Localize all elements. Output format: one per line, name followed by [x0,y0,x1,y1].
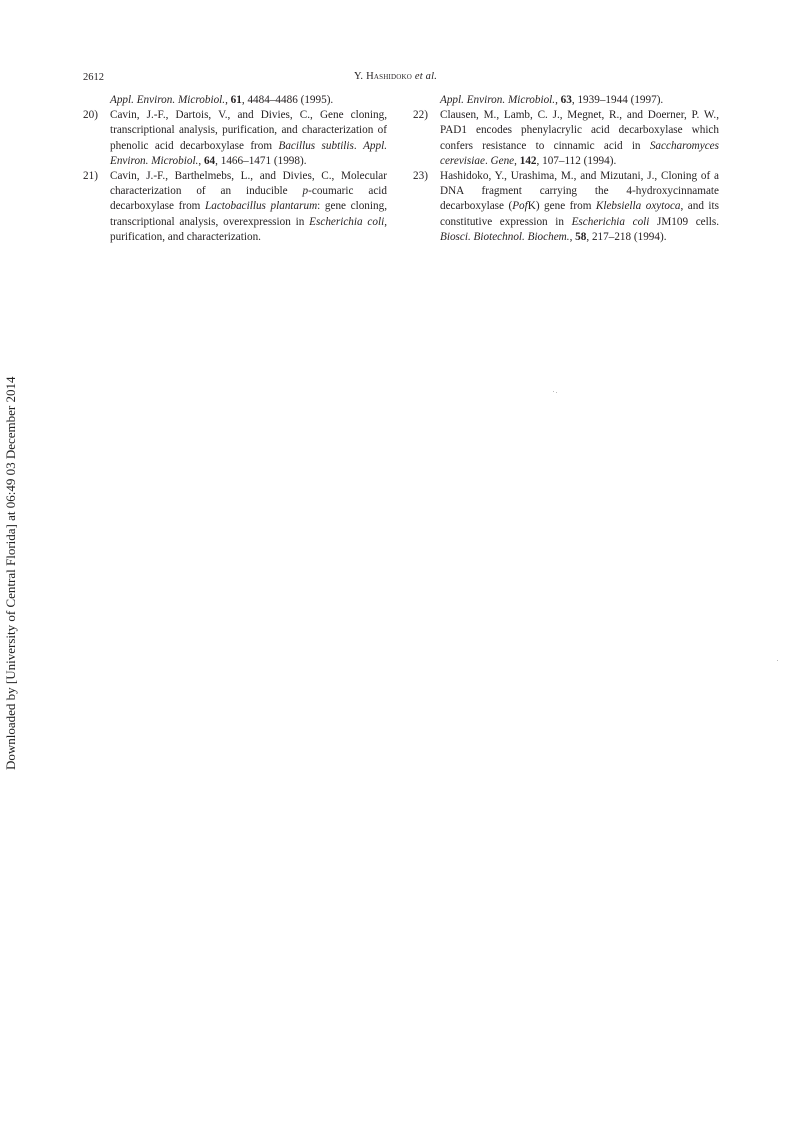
journal-name: Appl. Environ. Microbiol. [110,139,388,167]
volume-number: 142 [519,154,537,167]
separator: . [484,154,491,167]
pages-year: , 107–112 (1994). [536,154,617,167]
running-header-etal: et al. [412,71,438,82]
pages-year: , 4484–4486 (1995). [241,94,334,106]
running-header [354,71,437,82]
pages-year: , 217–218 (1994). [586,230,667,243]
separator: , [569,230,576,243]
scan-speck [556,392,557,393]
journal-name: Appl. Environ. Microbiol. [440,94,556,106]
italic-prefix: p [302,185,309,198]
page-number: 2612 [83,72,104,83]
species-name: Lactobacillus plantarum [205,200,318,213]
download-watermark: Downloaded by [University of Central Florida] at 06:49 03 December 2014 [3,376,18,770]
volume-number: 63 [560,94,572,106]
species-name: Saccharomyces cerevisiae [440,139,719,167]
reference-text: Cavin, J.-F., Barthelmebs, L., and Divies, C., Molecular characterization of an inducible [110,170,387,198]
species-name: Klebsiella oxytoca [595,200,681,213]
journal-name: Gene [490,154,515,167]
reference-continuation: Appl. Environ. Microbiol., 63, 1939–1944 (1997). [440,94,664,106]
reference-text: JM109 cells. [649,215,719,228]
reference-21 [83,169,387,245]
scan-speck [553,391,554,392]
species-name: Escherichia coli [571,215,650,228]
reference-text: , purification, and characterization. [110,215,387,243]
species-name: Escherichia coli [309,215,385,228]
journal-name: Biosci. Biotechnol. Biochem. [440,230,570,243]
reference-text: Cavin, J.-F., Dartois, V., and Divies, C., Gene cloning, transcriptional analysis, purification, and characterization of phenolic acid decarboxylase from [110,109,387,152]
scan-speck [777,660,778,661]
pages-year: , 1939–1944 (1997). [571,94,664,106]
separator: , [514,154,520,167]
reference-continuation: Appl. Environ. Microbiol., 61, 4484–4486 (1995). [110,94,334,106]
running-header-initial: Y. [354,71,367,82]
gene-name: Pof [512,200,528,213]
separator: . [353,139,364,152]
separator: , [198,154,204,167]
reference-number: 20) [83,109,98,122]
reference-text: , and its constitutive expression in [440,200,719,228]
gene-suffix: K [527,200,536,213]
volume-number: 64 [203,154,216,167]
reference-number: 23) [413,170,428,183]
volume-number: 58 [575,230,587,243]
reference-22 [413,108,719,169]
volume-number: 61 [230,94,242,106]
reference-text: ) gene from [535,200,596,213]
reference-column-left [83,93,387,245]
reference-23 [413,169,719,245]
reference-number: 22) [413,109,428,122]
reference-number: 21) [83,170,98,183]
reference-text: : gene cloning, transcriptional analysis, overexpression in [110,200,387,228]
reference-text: Hashidoko, Y., Urashima, M., and Mizutani, J., Cloning of a DNA fragment carrying the 4-hydroxycinnamate decarboxylase ( [440,170,719,213]
journal-name: Appl. Environ. Microbiol. [110,94,226,106]
reference-20 [83,108,387,169]
running-header-surname: Hashidoko [366,71,413,82]
reference-text: Clausen, M., Lamb, C. J., Megnet, R., and Doerner, P. W., PAD1 encodes phenylacrylic acid decarboxylase which confers resistance to cinnamic acid in [440,109,719,152]
reference-text: -coumaric acid decarboxylase from [110,185,388,213]
pages-year: , 1466–1471 (1998). [215,154,307,167]
reference-column-right [413,93,719,245]
species-name: Bacillus subtilis [278,139,354,152]
